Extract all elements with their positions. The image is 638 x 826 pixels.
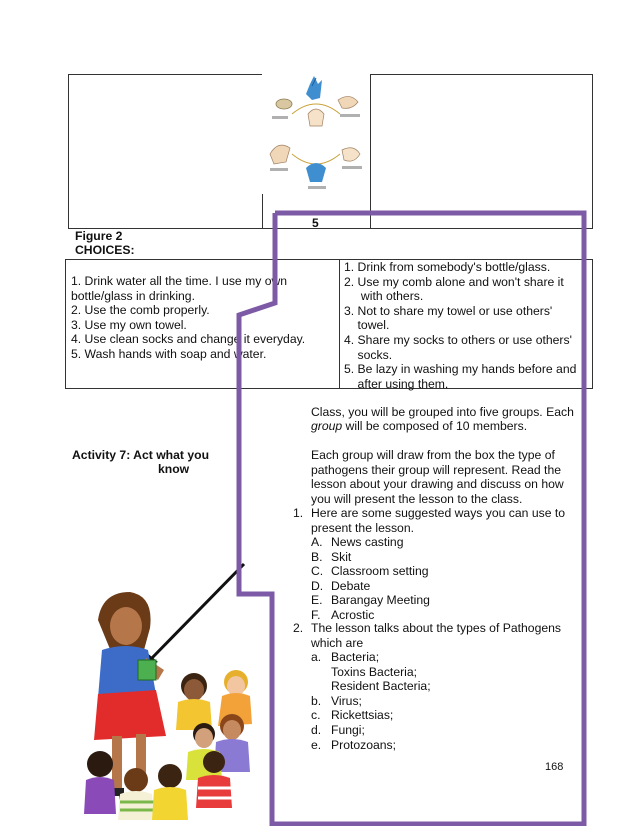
intro-line: [311, 419, 527, 434]
list-item: c. Rickettsias;: [311, 708, 394, 723]
choice-right-line: 4. Share my socks to others or use others': [344, 332, 572, 347]
choices-right-column: [344, 260, 576, 391]
choice-left-line: 2. Use the comb properly.: [71, 303, 210, 318]
choices-table-divider: [339, 259, 340, 389]
page-number: 168: [545, 761, 564, 773]
list-item: E. Barangay Meeting: [311, 593, 430, 608]
list-item: Resident Bacteria;: [331, 679, 431, 694]
list-item: Toxins Bacteria;: [331, 664, 418, 679]
hands-center-icon: [308, 109, 324, 126]
list-item: d. Fungi;: [311, 722, 365, 737]
instruction-line: Each group will draw from the box the type of: [311, 448, 555, 462]
choices-left-column: [71, 274, 305, 362]
choice-right-line: after using them.: [344, 376, 449, 391]
item-number: 1.: [293, 506, 304, 520]
choice-right-line: 1. Drink from somebody's bottle/glass.: [344, 260, 551, 274]
list-item: A. News casting: [311, 535, 404, 549]
list-item: C. Classroom setting: [311, 564, 429, 579]
item2-line: The lesson talks about the types of Pathogens: [311, 621, 562, 635]
item1-line: present the lesson.: [311, 520, 414, 535]
choice-right-line: 2. Use my comb alone and won't share it: [344, 274, 564, 289]
choice-right-line: with others.: [344, 289, 424, 304]
item2-text: [311, 621, 561, 650]
figure-label: Figure 2: [75, 229, 123, 243]
list-item: e. Protozoans;: [311, 737, 397, 752]
intro-italic: group: [311, 419, 343, 433]
figure-page-label: 5: [312, 216, 319, 230]
list-item: b. Virus;: [311, 693, 362, 708]
list-item: D. Debate: [311, 578, 371, 593]
activity-title: Activity 7: Act what you: [72, 448, 210, 462]
item-number: 2.: [293, 621, 304, 635]
choice-right-line: towel.: [344, 318, 390, 333]
choice-right-line: 5. Be lazy in washing my hands before and: [344, 362, 577, 377]
teacher-children-illustration: [84, 558, 264, 820]
instruction-line: you will present the lesson to the class.: [311, 491, 523, 506]
pathogens-list: [311, 650, 431, 752]
handwashing-diagram: [262, 74, 370, 194]
item2-line: which are: [311, 635, 364, 650]
list-item: B. Skit: [311, 549, 352, 564]
activity-title-cont: know: [158, 462, 190, 476]
choice-left-line: 1. Drink water all the time. I use my own: [71, 274, 288, 288]
instruction-line: lesson about your drawing and discuss on how: [311, 477, 564, 492]
choice-right-line: 3. Not to share my towel or use others': [344, 303, 553, 318]
choice-left-line: 4. Use clean socks and change it everyday.: [71, 332, 306, 347]
instructions-paragraph: [311, 448, 564, 506]
ways-list: [311, 535, 430, 623]
list-item: F. Acrostic: [311, 607, 375, 622]
choice-left-line: 5. Wash hands with soap and water.: [71, 346, 267, 361]
choice-left-line: bottle/glass in drinking.: [71, 288, 195, 303]
choices-heading: CHOICES:: [75, 243, 135, 257]
choice-right-line: socks.: [344, 347, 393, 362]
choice-left-line: 3. Use my own towel.: [71, 317, 187, 332]
item1-text: [311, 506, 565, 535]
intro-rest: will be composed of 10 members.: [342, 419, 528, 433]
list-item: a. Bacteria;: [311, 650, 380, 664]
item1-line: Here are some suggested ways you can use to: [311, 506, 566, 520]
figure-table-divider: [370, 74, 371, 229]
intro-line: Class, you will be grouped into five groups. Each: [311, 405, 574, 419]
instruction-line: pathogens their group will represent. Read the: [311, 462, 561, 477]
